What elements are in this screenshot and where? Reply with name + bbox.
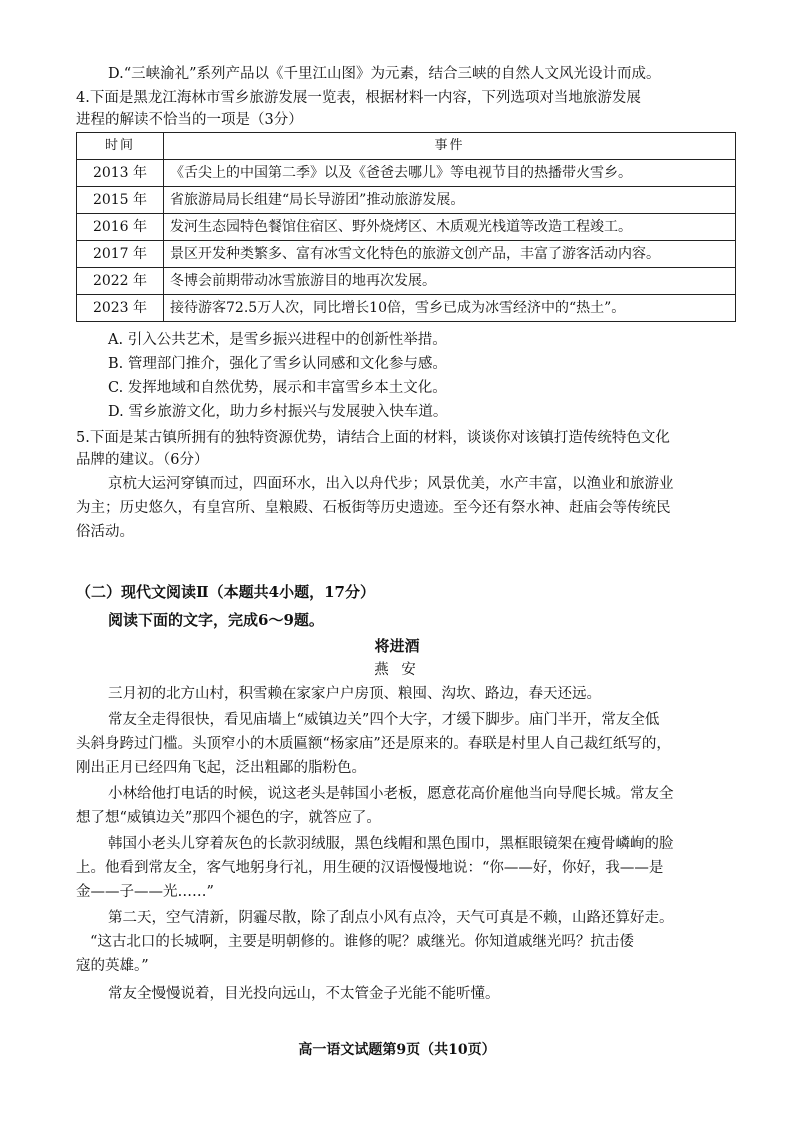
q4-stem-line1: 4.下面是黑龙江海林市雪乡旅游发展一览表，根据材料一内容，下列选项对当地旅游发展 xyxy=(76,90,641,106)
table-cell-year: 2015 年 xyxy=(77,187,164,214)
article-paragraph-line: 寇的英雄。” xyxy=(76,958,149,974)
q4-option-c: C. 发挥地域和自然优势，展示和丰富雪乡本土文化。 xyxy=(108,380,447,396)
article-paragraph-line: 韩国小老头儿穿着灰色的长款羽绒服，黑色线帽和黑色围巾，黑框眼镜架在瘦骨嶙峋的脸 xyxy=(108,836,674,852)
article-paragraph-line: 想了想“威镇边关”那四个褪色的字，就答应了。 xyxy=(76,810,381,826)
article-paragraph-line: “这古北口的长城啊，主要是明朝修的。谁修的呢？戚继光。你知道戚继光吗？抗击倭 xyxy=(90,934,634,950)
article-paragraph-line: 常友全走得很快，看见庙墙上“威镇边关”四个大字，才缓下脚步。庙门半开，常友全低 xyxy=(108,712,660,728)
table-cell-year: 2017 年 xyxy=(77,241,164,268)
table-header-row xyxy=(77,133,736,160)
table-row xyxy=(77,160,736,187)
q5-material-line: 俗活动。 xyxy=(76,524,134,540)
table-row xyxy=(77,268,736,295)
table-cell-event: 《舌尖上的中国第二季》以及《爸爸去哪儿》等电视节目的热播带火雪乡。 xyxy=(164,160,736,187)
table-cell-event: 发河生态园特色餐馆住宿区、野外烧烤区、木质观光栈道等改造工程竣工。 xyxy=(164,214,736,241)
table-cell-event: 景区开发种类繁多、富有冰雪文化特色的旅游文创产品，丰富了游客活动内容。 xyxy=(164,241,736,268)
q5-material-line: 京杭大运河穿镇而过，四面环水，出入以舟代步；风景优美，水产丰富，以渔业和旅游业 xyxy=(108,476,674,492)
article-paragraph-line: 金——子——光……” xyxy=(76,884,214,900)
table-row xyxy=(77,214,736,241)
article-paragraph-line: 头斜身跨过门槛。头顶窄小的木质匾额“杨家庙”还是原来的。春联是村里人自己裁红纸写的， xyxy=(76,736,671,752)
q5-stem-line2: 品牌的建议。（6分） xyxy=(76,452,209,468)
table-row xyxy=(77,187,736,214)
table-cell-event: 省旅游局局长组建“局长导游团”推动旅游发展。 xyxy=(164,187,736,214)
article-paragraph-line: 第二天，空气清新，阴霾尽散，除了刮点小风有点冷，天气可真是不赖，山路还算好走。 xyxy=(108,910,674,926)
article-paragraph-line: 三月初的北方山村，积雪赖在家家户户房顶、粮囤、沟坎、路边，春天还远。 xyxy=(108,686,601,702)
q4-stem-line2: 进程的解读不恰当的一项是（3分） xyxy=(76,112,303,128)
table-header-event: 事件 xyxy=(164,133,736,160)
table-cell-event: 冬博会前期带动冰雪旅游目的地再次发展。 xyxy=(164,268,736,295)
table-row xyxy=(77,241,736,268)
article-paragraph-line: 常友全慢慢说着，目光投向远山，不太管金子光能不能听懂。 xyxy=(108,986,500,1002)
table-header-time: 时间 xyxy=(77,133,164,160)
q5-material-line: 为主；历史悠久，有皇宫所、皇粮殿、石板街等历史遗迹。至今还有祭水神、赶庙会等传统民 xyxy=(76,500,671,516)
table-cell-year: 2013 年 xyxy=(77,160,164,187)
q5-stem-line1: 5.下面是某古镇所拥有的独特资源优势，请结合上面的材料，谈谈你对该镇打造传统特色文化 xyxy=(76,430,670,446)
q4-option-a: A. 引入公共艺术，是雪乡振兴进程中的创新性举措。 xyxy=(108,332,447,348)
table-cell-year: 2016 年 xyxy=(77,214,164,241)
article-paragraph-line: 刚出正月已经四角飞起，泛出粗鄙的脂粉色。 xyxy=(76,760,366,776)
article-author: 燕 安 xyxy=(374,662,420,678)
page-footer: 高一语文试题第9页（共10页） xyxy=(298,1042,496,1058)
table-row xyxy=(77,295,736,322)
section-instruction: 阅读下面的文字，完成6～9题。 xyxy=(108,611,324,629)
article-paragraph-line: 上。他看到常友全，客气地躬身行礼，用生硬的汉语慢慢地说：“你——好，你好，我——是 xyxy=(76,860,664,876)
q3-option-d: D.“三峡渝礼”系列产品以《千里江山图》为元素，结合三峡的自然人文风光设计而成。 xyxy=(108,66,661,82)
article-title: 将进酒 xyxy=(374,637,420,655)
table-cell-year: 2023 年 xyxy=(77,295,164,322)
q4-option-b: B. 管理部门推介，强化了雪乡认同感和文化参与感。 xyxy=(108,356,447,372)
q4-option-d: D. 雪乡旅游文化，助力乡村振兴与发展驶入快车道。 xyxy=(108,404,448,420)
article-paragraph-line: 小林给他打电话的时候，说这老头是韩国小老板，愿意花高价雇他当向导爬长城。常友全 xyxy=(108,786,674,802)
section-heading: （二）现代文阅读Ⅱ（本题共4小题，17分） xyxy=(76,583,375,601)
snow-town-tourism-table xyxy=(76,132,736,322)
table-cell-year: 2022 年 xyxy=(77,268,164,295)
table-cell-event: 接待游客72.5万人次，同比增长10倍，雪乡已成为冰雪经济中的“热土”。 xyxy=(164,295,736,322)
